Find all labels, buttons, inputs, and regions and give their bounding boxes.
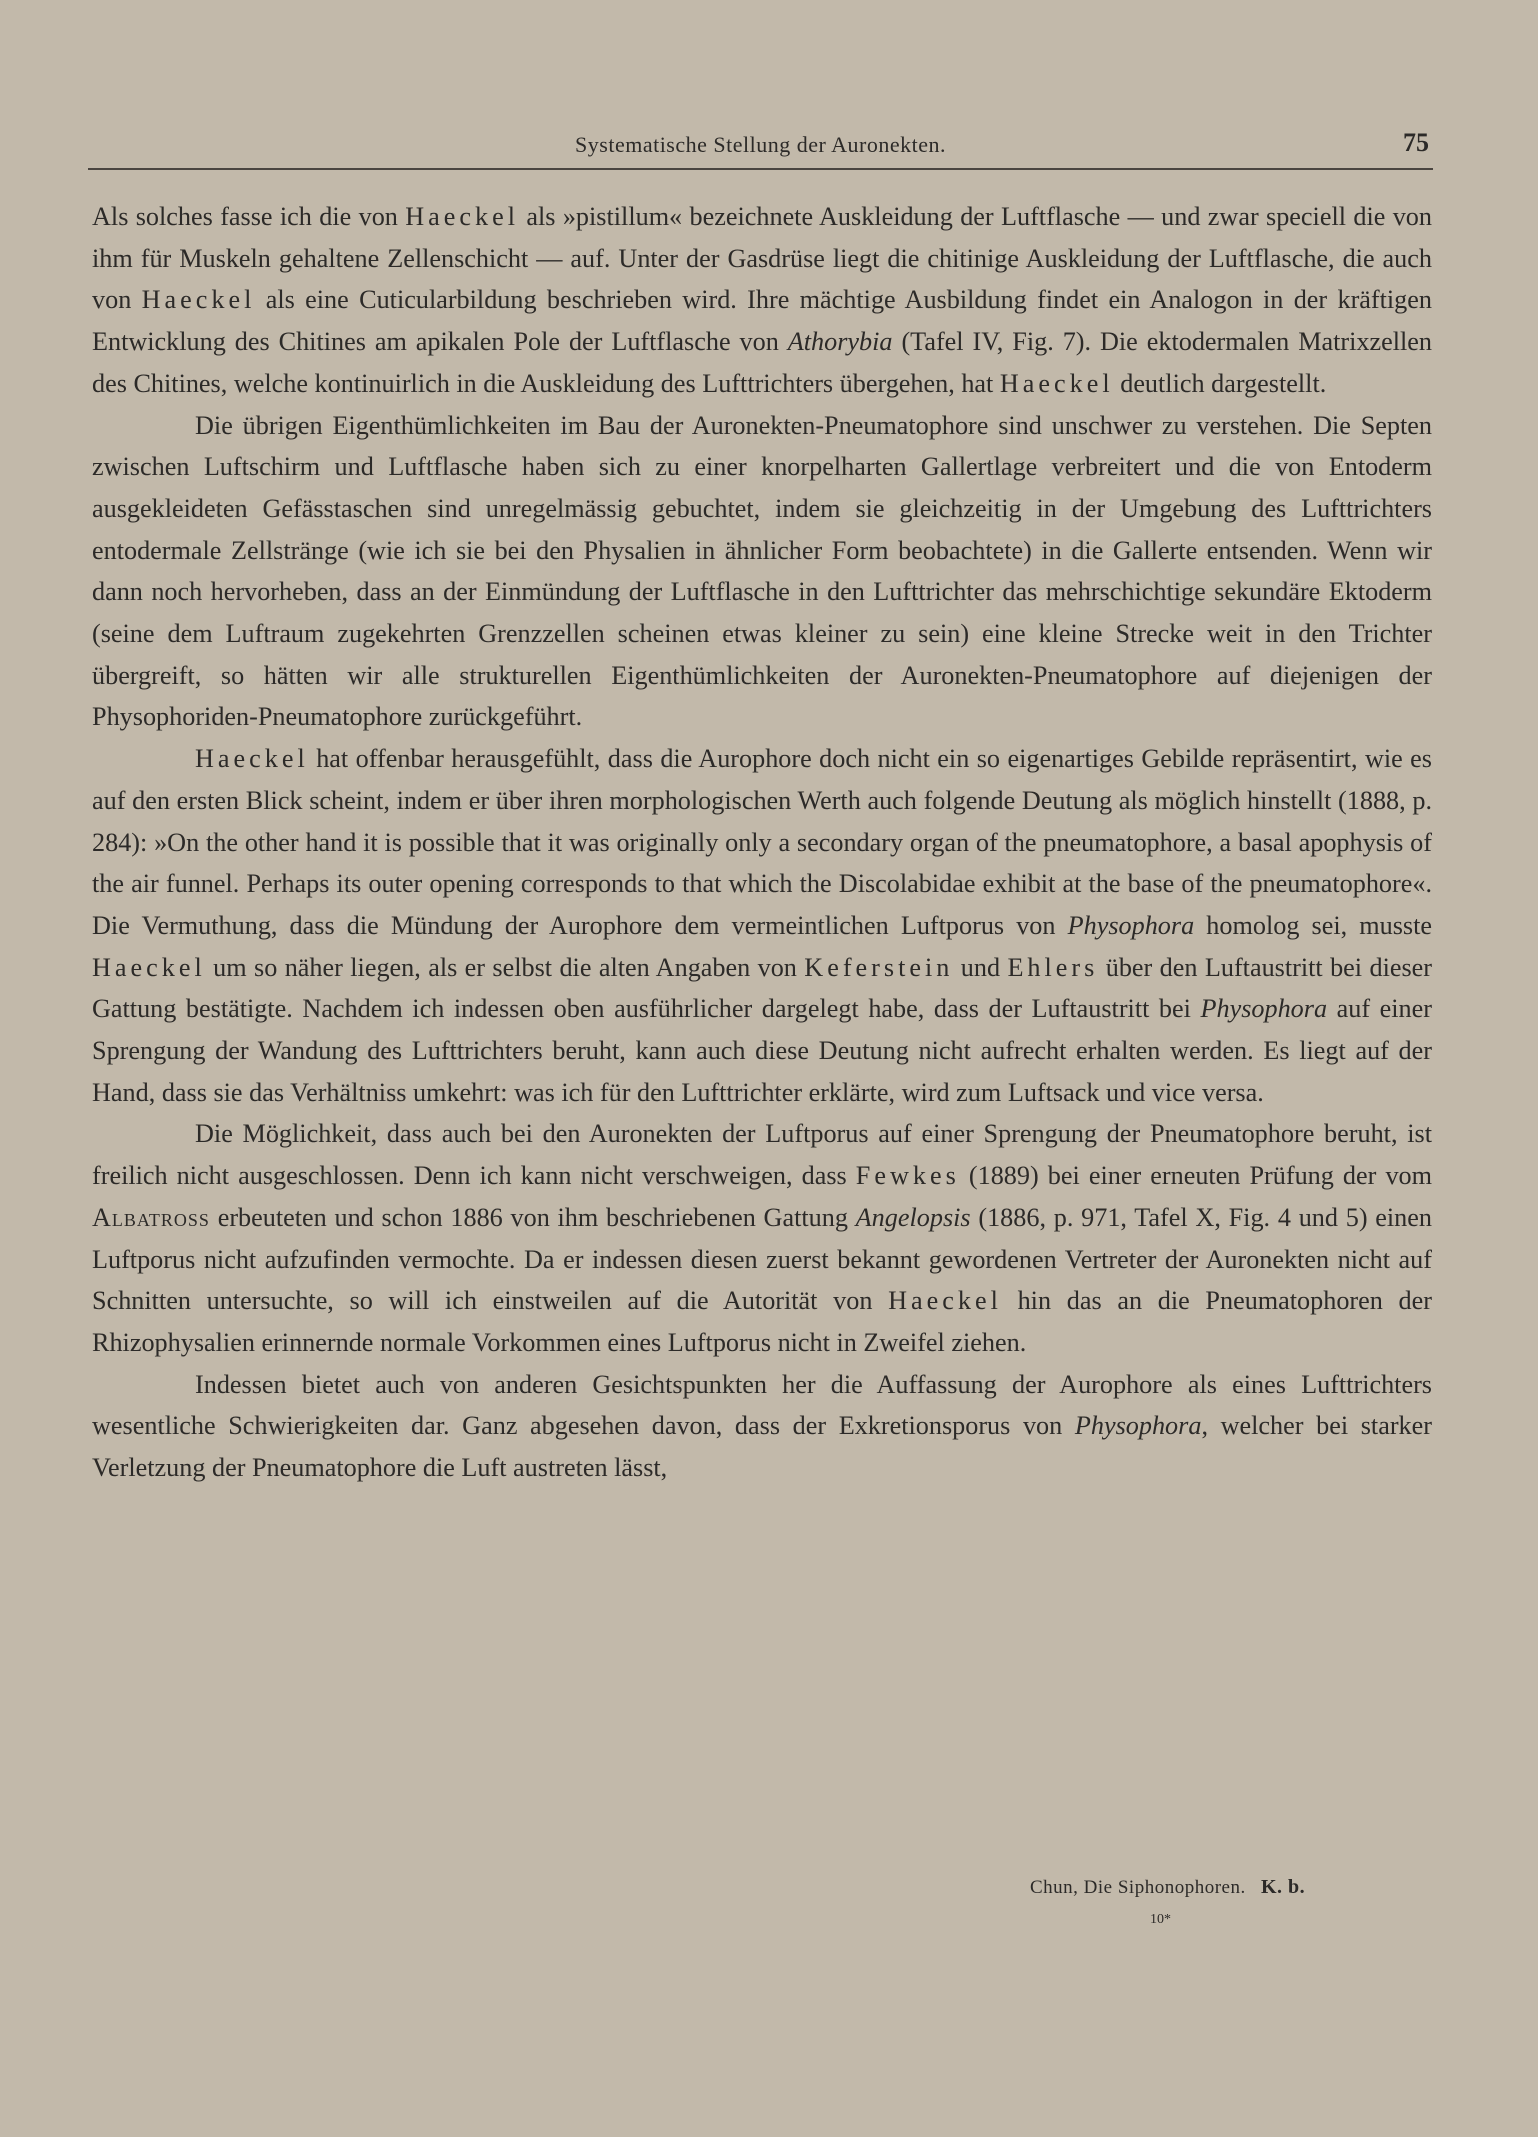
text-run: hin das an die Pneumatophoren der Rhizophysalien erinnernde normale Vorkommen eines Luftporus nicht in Zweifel ziehen. <box>92 1286 1432 1357</box>
running-header <box>88 128 1433 170</box>
text-run: deutlich dargestellt. <box>1113 368 1327 398</box>
author-name: Haeckel <box>195 744 309 774</box>
ship-name: Albatross <box>92 1202 210 1232</box>
author-name: Haeckel <box>92 952 206 982</box>
author-name: Haeckel <box>999 368 1114 398</box>
page-number: 75 <box>1403 128 1429 157</box>
text-run: als »pistillum« bezeichnete Auskleidung der Luftflasche — und zwar speciell die von ihm für Muskeln gehaltene Zellenschicht — auf. Unter der Gasdrüse liegt die chitinige Auskleidung der Luftflasche, die auch von <box>92 202 1432 315</box>
signature-text: Chun, Die Siphonophoren. <box>1030 1877 1246 1898</box>
author-name: Haeckel <box>405 202 520 231</box>
genus-name: Physophora <box>1074 1411 1202 1441</box>
paragraph <box>92 405 1432 739</box>
text-run: erbeuteten und schon 1886 von ihm beschriebenen Gattung <box>209 1202 856 1232</box>
paragraph <box>92 1364 1432 1489</box>
text-run: über den Luftaustritt bei dieser Gattung bestätigte. Nachdem ich indessen oben ausführlicher dargelegt habe, dass der Luftaustritt bei <box>92 952 1432 1024</box>
text-run: und <box>953 952 1008 982</box>
text-run: Indessen bietet auch von anderen Gesichtspunkten her die Auffassung der Aurophore als eines Lufttrichters wesentliche Schwierigkeiten dar. Ganz abgesehen davon, dass der Exkretionsporus von <box>92 1369 1432 1441</box>
leaf-mark: 10* <box>1150 1912 1171 1927</box>
genus-name: Angelopsis <box>855 1202 971 1232</box>
paragraph <box>92 738 1432 1113</box>
genus-name: Physophora <box>1067 910 1195 940</box>
author-name: Haeckel <box>141 285 256 315</box>
signature-line <box>1030 1876 1305 1899</box>
genus-name: Physophora <box>1200 994 1328 1024</box>
genus-name: Athorybia <box>787 327 893 357</box>
author-name: Ehlers <box>1007 952 1099 982</box>
text-run: homolog sei, musste <box>1194 910 1433 940</box>
author-name: Fewkes <box>855 1161 960 1191</box>
text-run: um so näher liegen, als er selbst die alten Angaben von <box>205 952 805 982</box>
text-run: , welcher bei starker Verletzung der Pneumatophore die Luft austreten lässt, <box>92 1411 1432 1483</box>
text-run: Die Möglichkeit, dass auch bei den Auronekten der Luftporus auf einer Sprengung der Pneumatophore beruht, ist freilich nicht ausgeschlossen. Denn ich kann nicht verschweigen, dass <box>92 1119 1432 1191</box>
text-run: (1886, p. 971, Tafel X, Fig. 4 und 5) einen Luftporus nicht aufzufinden vermochte. Da er indessen diesen zuerst bekannt gewordenen Vertreter der Auronekten nicht auf Schnitten untersuchte, so will ich einstweilen auf die Autorität von <box>92 1202 1432 1316</box>
text-run: auf einer Sprengung der Wandung des Lufttrichters beruht, kann auch diese Deutung nicht aufrecht erhalten werden. Es liegt auf der Hand, dass sie das Verhältniss umkehrt: was ich für den Lufttrichter erklärte, wird zum Luftsack und vice versa. <box>92 994 1432 1107</box>
text-run: (1889) bei einer erneuten Prüfung der vom <box>959 1161 1433 1191</box>
text-run: Die übrigen Eigenthümlichkeiten im Bau der Auronekten-Pneumatophore sind unschwer zu verstehen. Die Septen zwischen Luftschirm und Luftflasche haben sich zu einer knorpelharten Gallertlage verbreitert und die von Entoderm ausgekleideten Gefässtaschen sind unregelmässig gebuchtet, indem sie gleichzeitig in der Umgebung des Lufttrichters entodermale Zellstränge (wie ich sie bei den Physalien in ähnlicher Form beobachtete) in die Gallerte entsenden. Wenn wir dann noch hervorheben, dass an der Einmündung der Luftflasche in den Lufttrichter das mehrschichtige sekundäre Ektoderm (seine dem Luftraum zugekehrten Grenzzellen scheinen etwas kleiner zu sein) eine kleine Strecke weit in den Trichter übergreift, so hätten wir alle strukturellen Eigenthümlichkeiten der Auronekten-Pneumatophore auf diejenigen der Physophoriden-Pneumatophore zurückgeführt. <box>92 410 1432 732</box>
author-name: Keferstein <box>804 952 954 982</box>
paragraph <box>92 1113 1432 1363</box>
author-name: Haeckel <box>888 1286 1002 1316</box>
text-run: als eine Cuticularbildung beschrieben wird. Ihre mächtige Ausbildung findet ein Analogon in der kräftigen Entwicklung des Chitines am apikalen Pole der Luftflasche von <box>92 285 1432 357</box>
text-run: hat offenbar herausgefühlt, dass die Aurophore doch nicht ein so eigenartiges Gebilde repräsentirt, wie es auf den ersten Blick scheint, indem er über ihren morphologischen Werth auch folgende Deutung als möglich hinstellt (1888, p. 284): »On the other hand it is possible that it was originally only a secondary organ of the pneumatophore, a basal apophysis of the air funnel. Perhaps its outer opening corresponds to that which the Discolabidae exhibit at the base of the pneumatophore«. Die Vermuthung, dass die Mündung der Aurophore dem vermeintlichen Luftporus von <box>92 744 1432 940</box>
running-title: Systematische Stellung der Auronekten. <box>575 132 946 157</box>
signature-mark: K. b. <box>1260 1876 1306 1898</box>
paragraph <box>92 196 1432 405</box>
text-run: Als solches fasse ich die von <box>92 202 406 231</box>
text-run: (Tafel IV, Fig. 7). Die ektodermalen Matrixzellen des Chitines, welche kontinuirlich in die Auskleidung des Lufttrichters übergehen, hat <box>92 327 1432 398</box>
body-text <box>92 196 1432 1489</box>
